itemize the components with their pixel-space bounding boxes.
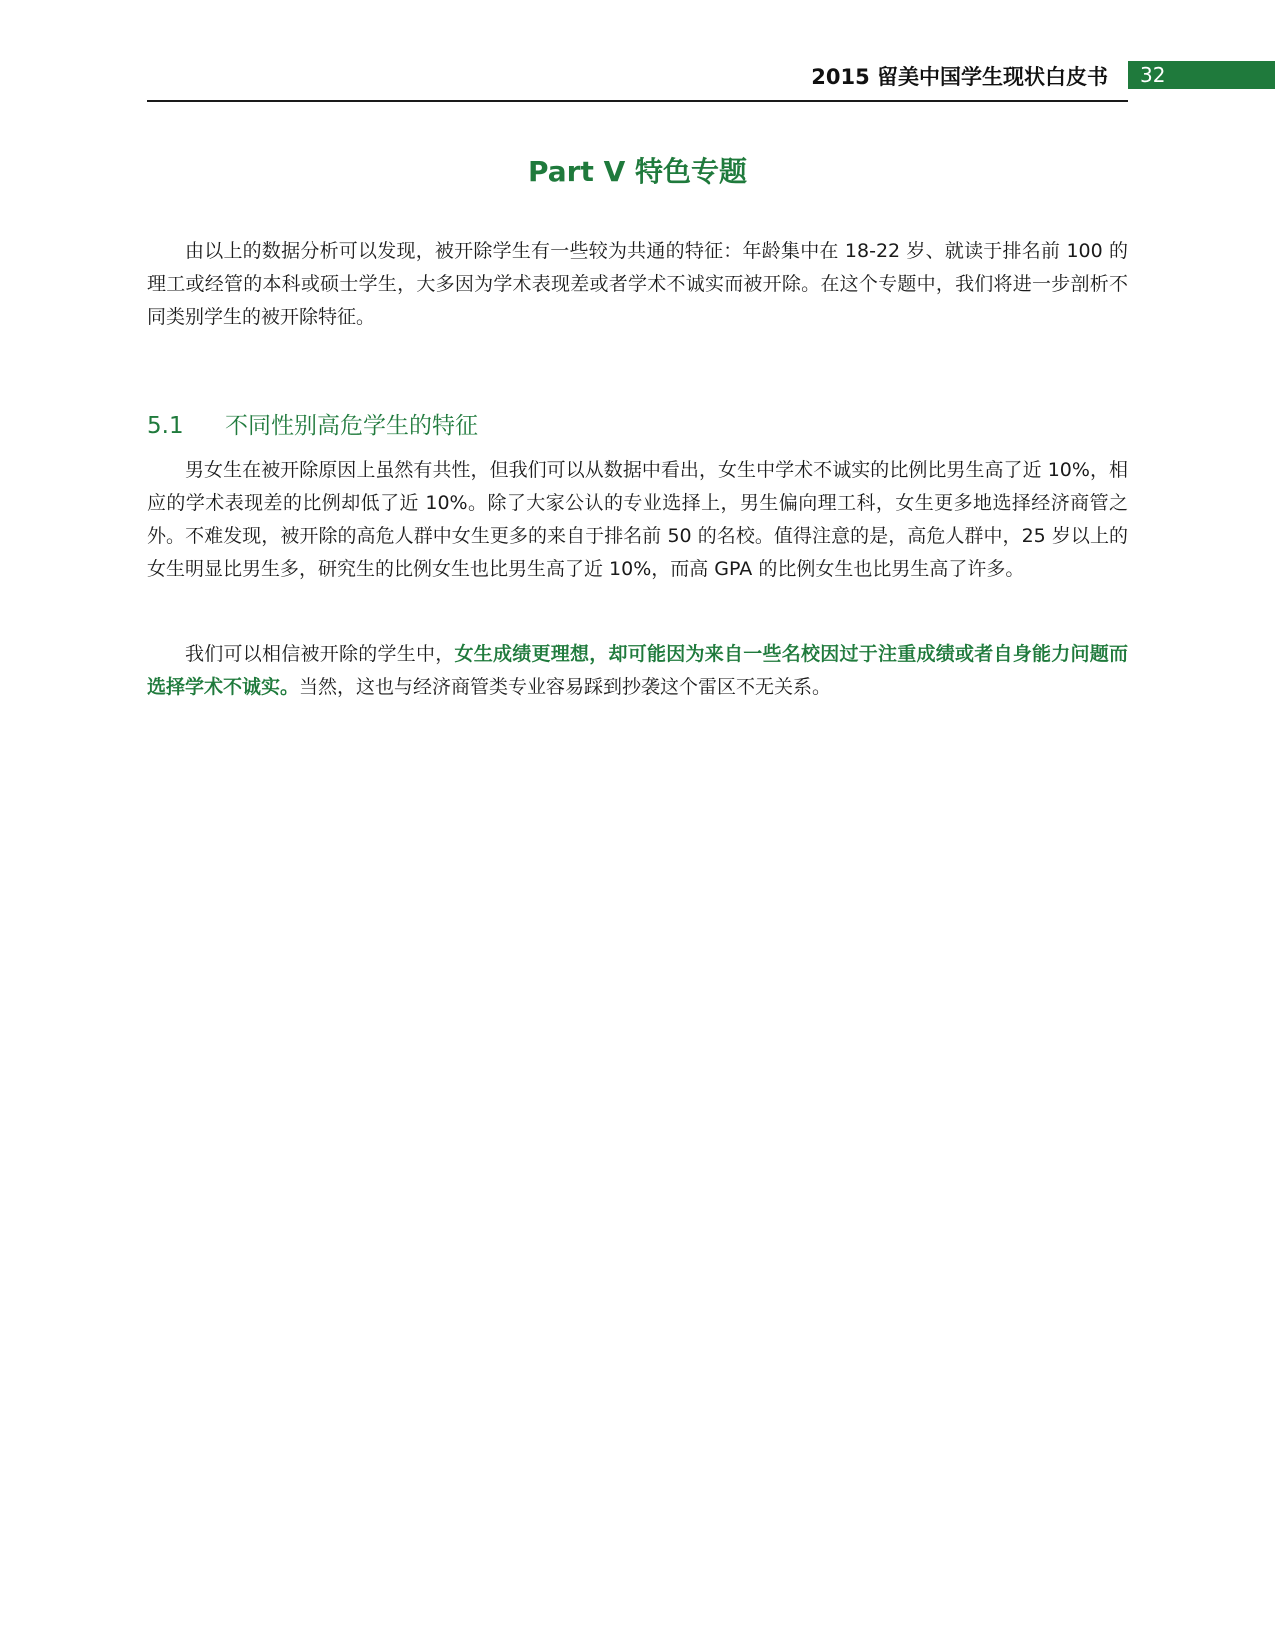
emphasis-text: 女生成绩更理想，却可能因为来自一些名校因过于注重成绩或者自身能力问题而选择学术不诚实。 — [147, 643, 1128, 698]
paragraph-text-tail: 当然，这也与经济商管类专业容易踩到抄袭这个雷区不无关系。 — [299, 676, 832, 698]
section-paragraph-1: 男女生在被开除原因上虽然有共性，但我们可以从数据中看出，女生中学术不诚实的比例比男生高了近 10%，相应的学术表现差的比例却低了近 10%。除了大家公认的专业选择上，男生偏向理工科，女生更多地选择经济商管之外。不难发现，被开除的高危人群中女生更多的来自于排名前 50 的名校。值得注意的是，高危人群中，25 岁以上的女生明显比男生多，研究生的比例女生也比男生高了近 10%，而高 GPA 的比例女生也比男生高了许多。 — [147, 459, 1128, 580]
intro-paragraph: 由以上的数据分析可以发现，被开除学生有一些较为共通的特征：年龄集中在 18-22 岁、就读于排名前 100 的理工或经管的本科或硕士学生，大多因为学术表现差或者学术不诚实而被开除。在这个专题中，我们将进一步剖析不同类别学生的被开除特征。 — [147, 240, 1128, 328]
paragraph-text-lead: 我们可以相信被开除的学生中， — [185, 643, 455, 665]
section-heading — [147, 407, 478, 440]
page-header — [147, 58, 1128, 102]
section-paragraph-2 — [147, 638, 1128, 704]
header-title: 2015 留美中国学生现状白皮书 — [811, 65, 1108, 89]
section-number: 5.1 — [147, 413, 184, 439]
page-number: 32 — [1128, 61, 1275, 89]
section-title: 不同性别高危学生的特征 — [225, 413, 478, 439]
part-title: Part V 特色专题 — [527, 155, 748, 188]
